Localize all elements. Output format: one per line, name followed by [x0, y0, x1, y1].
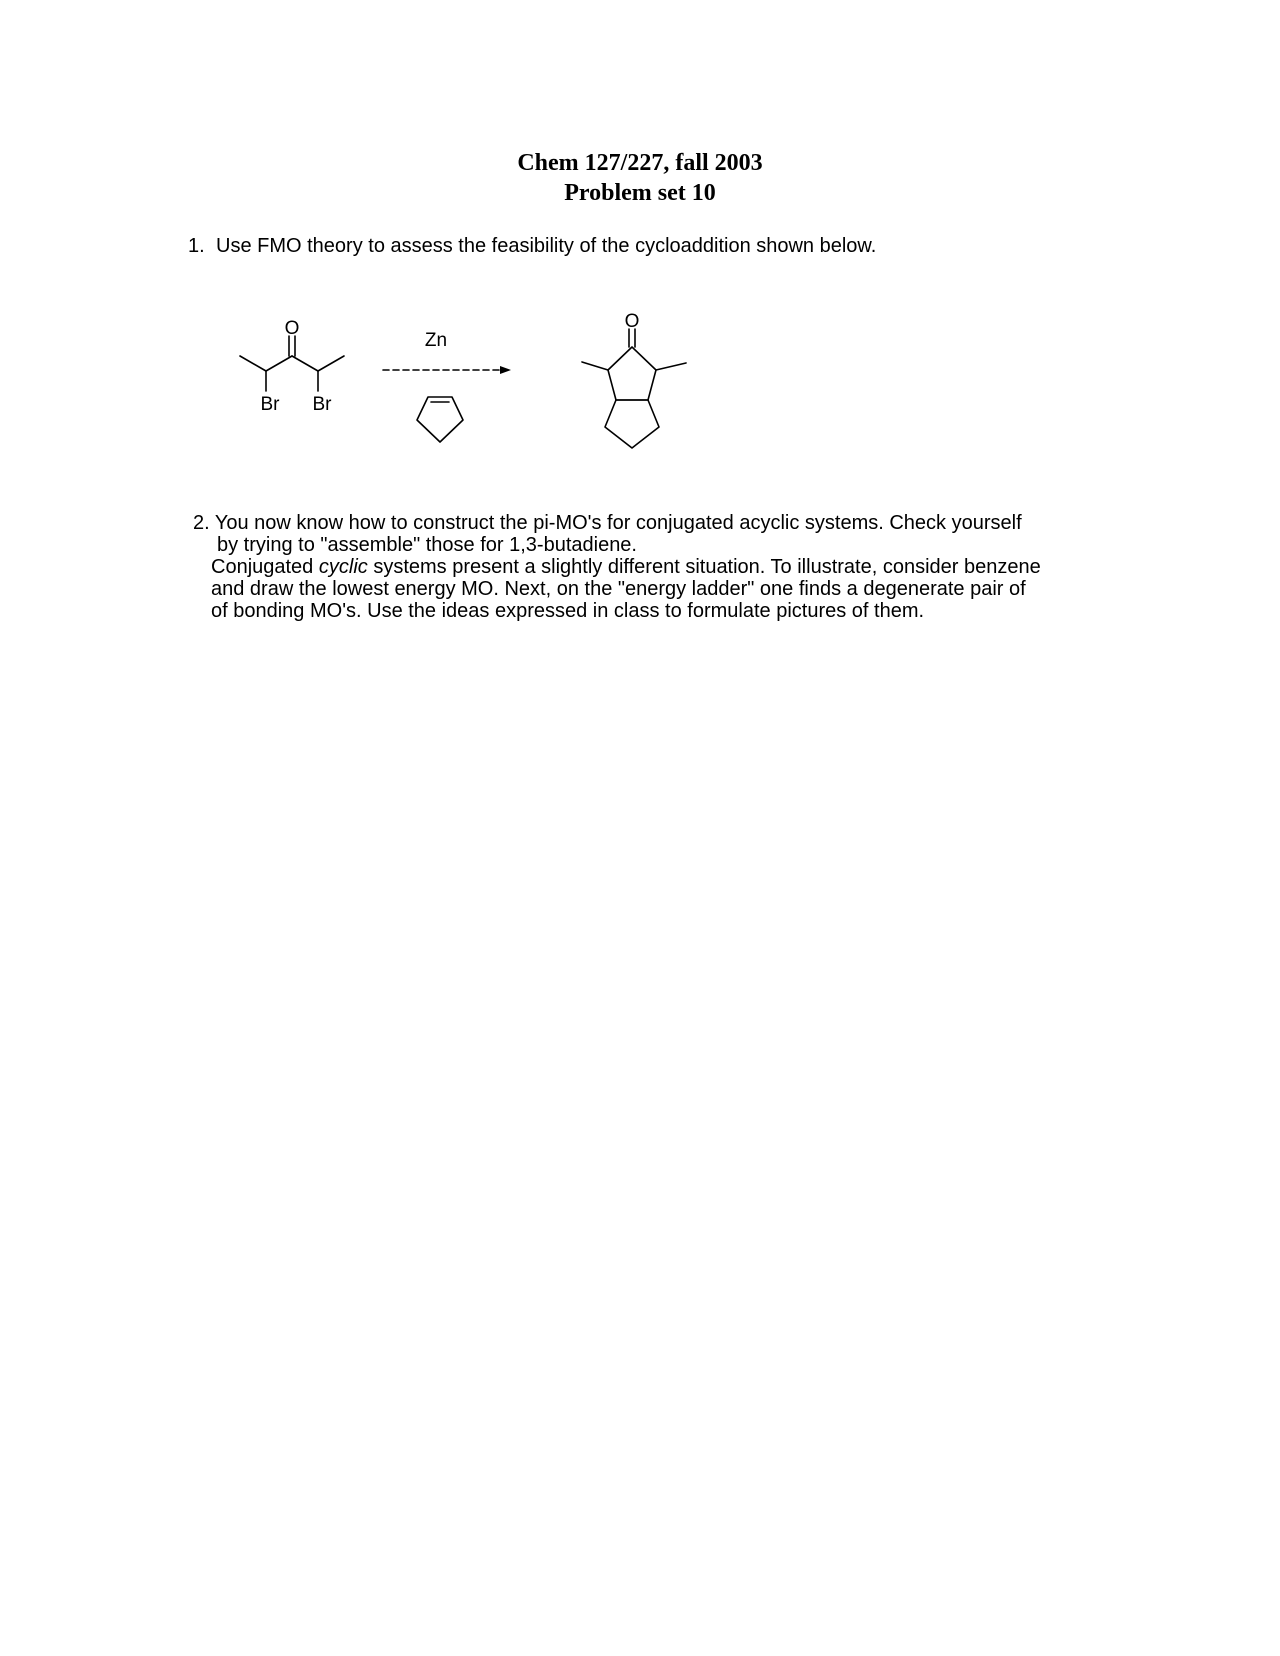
reactant-bond-c2-c3 [266, 356, 292, 371]
cyclopentene-reagent [417, 397, 463, 442]
product-oxygen-label: O [624, 311, 640, 332]
question-2-line-3-post: systems present a slightly different situation. To illustrate, consider benzene [367, 556, 1041, 578]
arrow-head [500, 366, 511, 374]
product-bottom-ring [605, 400, 659, 448]
question-2-cyclic-emphasis: cyclic [318, 556, 368, 578]
reactant-bond-ch3-right [318, 356, 344, 371]
title-problem-set: Problem set 10 [564, 180, 716, 206]
cyclopentene-ring [417, 397, 463, 442]
question-2-line-3-pre: Conjugated [211, 556, 319, 578]
question-2-line-5: of bonding MO's. Use the ideas expressed in class to formulate pictures of them. [211, 600, 925, 622]
question-2-line-1: 2. You now know how to construct the pi-MO's for conjugated acyclic systems. Check yourself [193, 512, 1022, 534]
question-1 [188, 234, 876, 258]
question-2-line-2: by trying to "assemble" those for 1,3-butadiene. [217, 534, 637, 556]
reactant-bromine-right-label: Br [312, 394, 332, 415]
product-bicyclic-ketone [582, 329, 686, 448]
reactant-bond-c3-c4 [292, 356, 318, 371]
reactant-bond-ch3-left [240, 356, 266, 371]
reactant-oxygen-label: O [284, 318, 300, 339]
product-methyl-right [656, 363, 686, 370]
question-1-text: Use FMO theory to assess the feasibility of the cycloaddition shown below. [216, 235, 877, 257]
product-methyl-left [582, 362, 608, 370]
reagent-zinc-label: Zn [424, 330, 448, 351]
reaction-arrow [383, 366, 511, 374]
question-2-line-4: and draw the lowest energy MO. Next, on the "energy ladder" one finds a degenerate pair of [211, 578, 1026, 600]
title-course: Chem 127/227, fall 2003 [517, 150, 763, 176]
reactant-dibromoketone [240, 336, 344, 391]
reactant-bromine-left-label: Br [260, 394, 280, 415]
product-top-ring [608, 347, 656, 400]
question-2-line-3 [211, 556, 1041, 578]
page-title [0, 148, 1280, 208]
question-1-number: 1. [188, 235, 205, 257]
